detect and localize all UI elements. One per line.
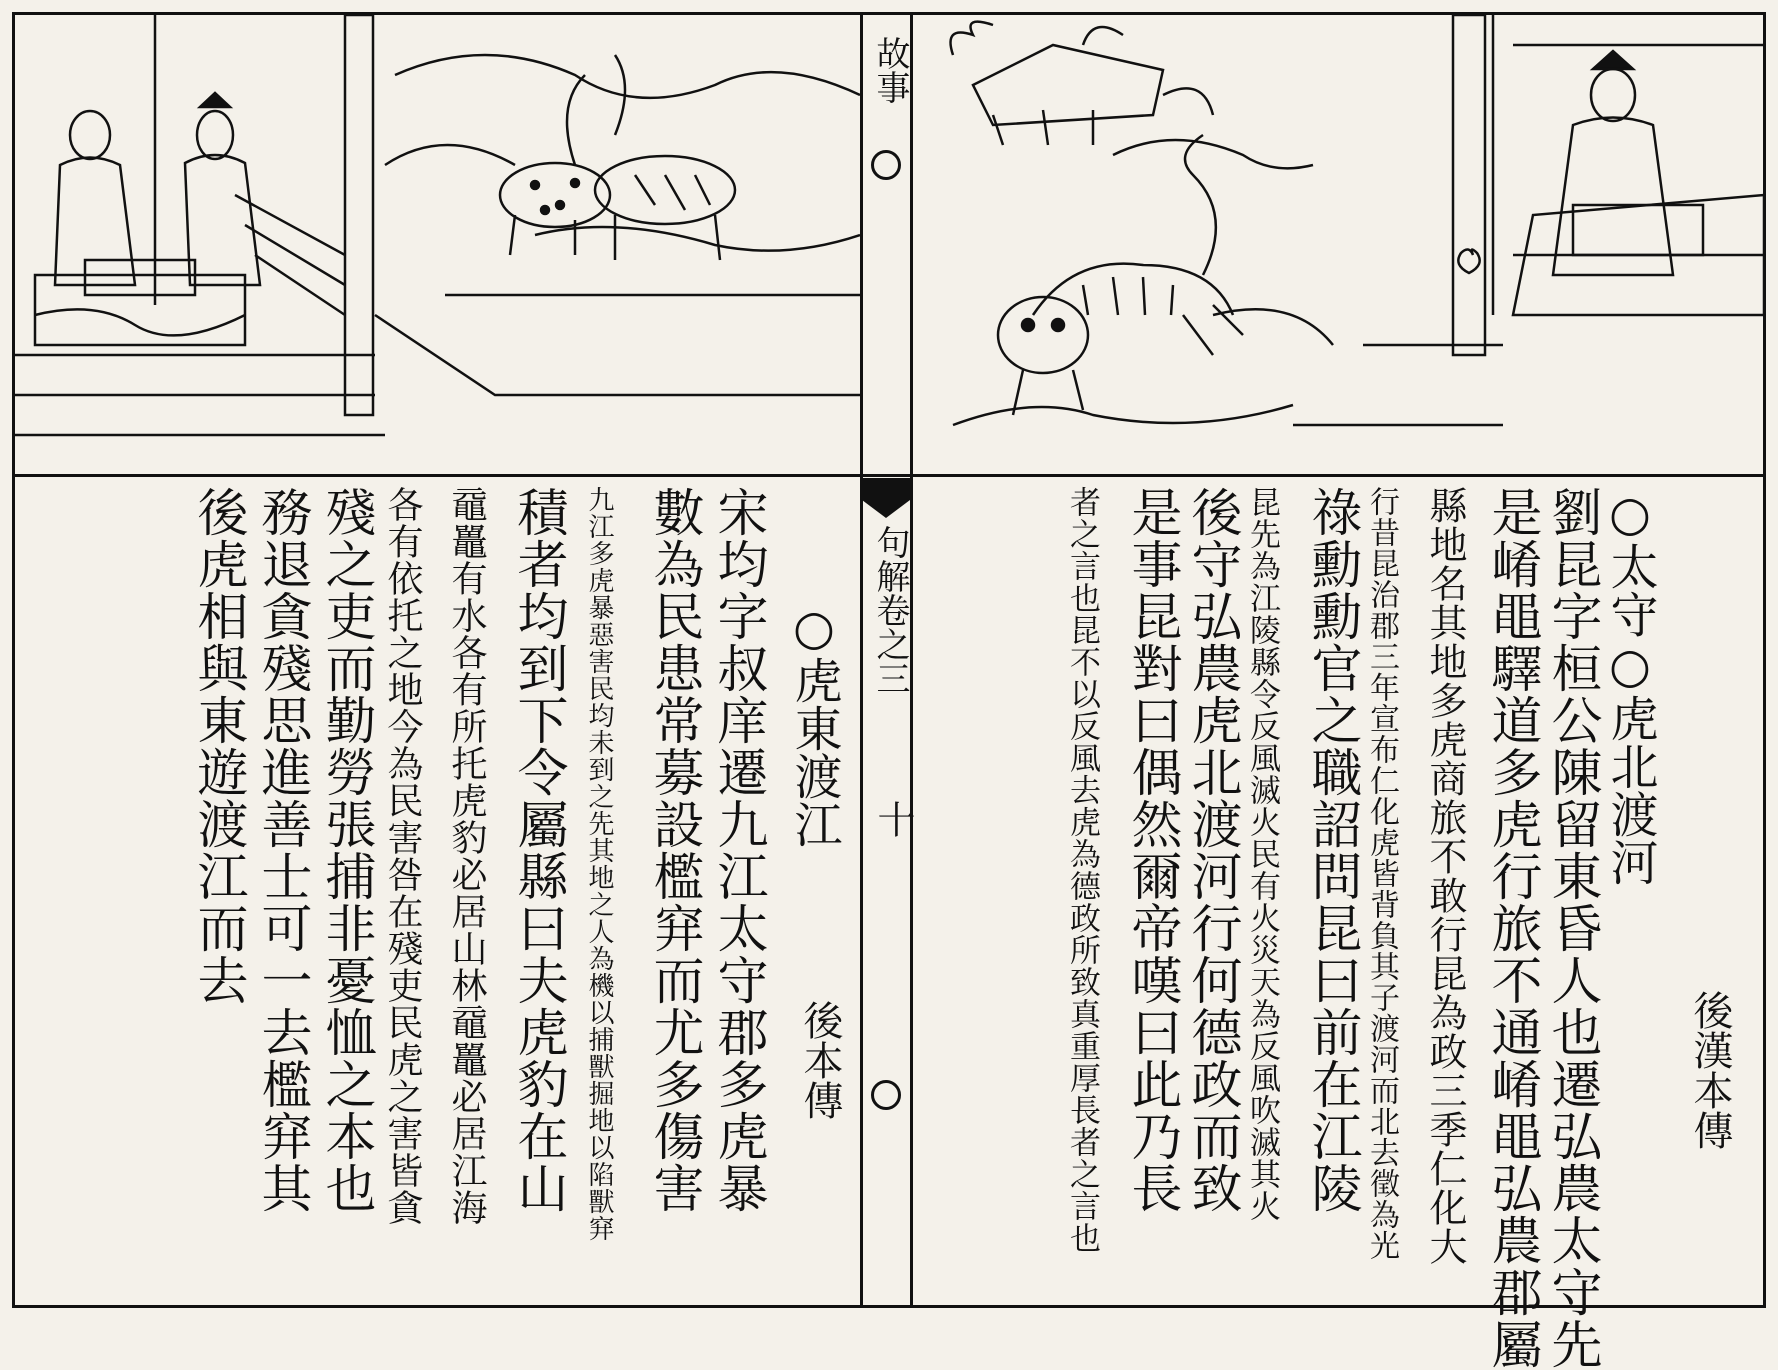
- scene-officials-and-leopards-illustration: [15, 15, 860, 475]
- illustration-right: [913, 15, 1764, 475]
- right-title: ○太守○虎北渡河: [1602, 486, 1658, 886]
- center-circle-bottom: [871, 1080, 901, 1110]
- center-rule-left: [860, 12, 863, 1308]
- right-text-col-5: 祿勳勳官之職詔問昆曰前在江陵: [1302, 486, 1361, 1214]
- left-text-col-3: 九江多虎暴惡害民均未到之先其地之人為機以捕獸掘地以陷獸穽: [584, 486, 614, 1242]
- center-top-label: 故事: [870, 36, 910, 104]
- right-author-line: 後漢本傳: [1687, 990, 1733, 1150]
- left-author-line: 後本傳: [797, 1000, 843, 1120]
- left-title: ○虎東渡江: [786, 600, 842, 848]
- left-text-col-8: 務退貪殘思進善士可一去檻穽其: [252, 486, 311, 1214]
- page-number: 十: [871, 800, 915, 838]
- right-text-col-2: 是崤黽驛道多虎行旅不通崤黽弘農郡屬: [1482, 486, 1541, 1370]
- right-text-col-1: 劉昆字桓公陳留東昏人也遷弘農太守先: [1542, 486, 1601, 1370]
- left-text-col-5: 黿鼉有水各有所托虎豹必居山林黿鼉必居江海: [446, 486, 487, 1226]
- right-text-col-3: 縣地名其地多虎商旅不敢行昆為政三季仁化大: [1423, 486, 1467, 1266]
- volume-label: 句解卷之三: [870, 525, 910, 695]
- left-text-col-1: 宋均字叔庠遷九江太守郡多虎暴: [708, 486, 767, 1214]
- left-text-col-2: 數為民患常募設檻穽而尤多傷害: [644, 486, 703, 1214]
- center-circle-top: [871, 150, 901, 180]
- left-text-col-9: 後虎相與東遊渡江而去: [188, 486, 247, 1006]
- right-text-col-7: 後守弘農虎北渡河行何德政而致: [1182, 486, 1241, 1214]
- left-text-col-4: 積者均到下令屬縣曰夫虎豹在山: [508, 486, 567, 1214]
- right-text-col-8: 是事昆對曰偶然爾帝嘆曰此乃長: [1122, 486, 1181, 1214]
- illustration-left: [15, 15, 860, 475]
- left-text-col-7: 殘之吏而勤勞張捕非憂恤之本也: [316, 486, 375, 1214]
- left-text-col-6: 各有依托之地今為民害咎在殘吏民虎之害皆貪: [382, 486, 423, 1226]
- right-text-col-4: 行昔昆治郡三年宣布仁化虎皆背負其子渡河而北去徵為光: [1364, 486, 1399, 1261]
- scene-tiger-and-official-illustration: [913, 15, 1764, 475]
- right-text-col-9: 者之言也昆不以反風去虎為德政所致真重厚長者之言也: [1064, 486, 1100, 1254]
- right-text-col-6: 昆先為江陵縣令反風滅火民有火災天為反風吹滅其火: [1244, 486, 1280, 1222]
- fishtail-mark-icon: [862, 478, 910, 518]
